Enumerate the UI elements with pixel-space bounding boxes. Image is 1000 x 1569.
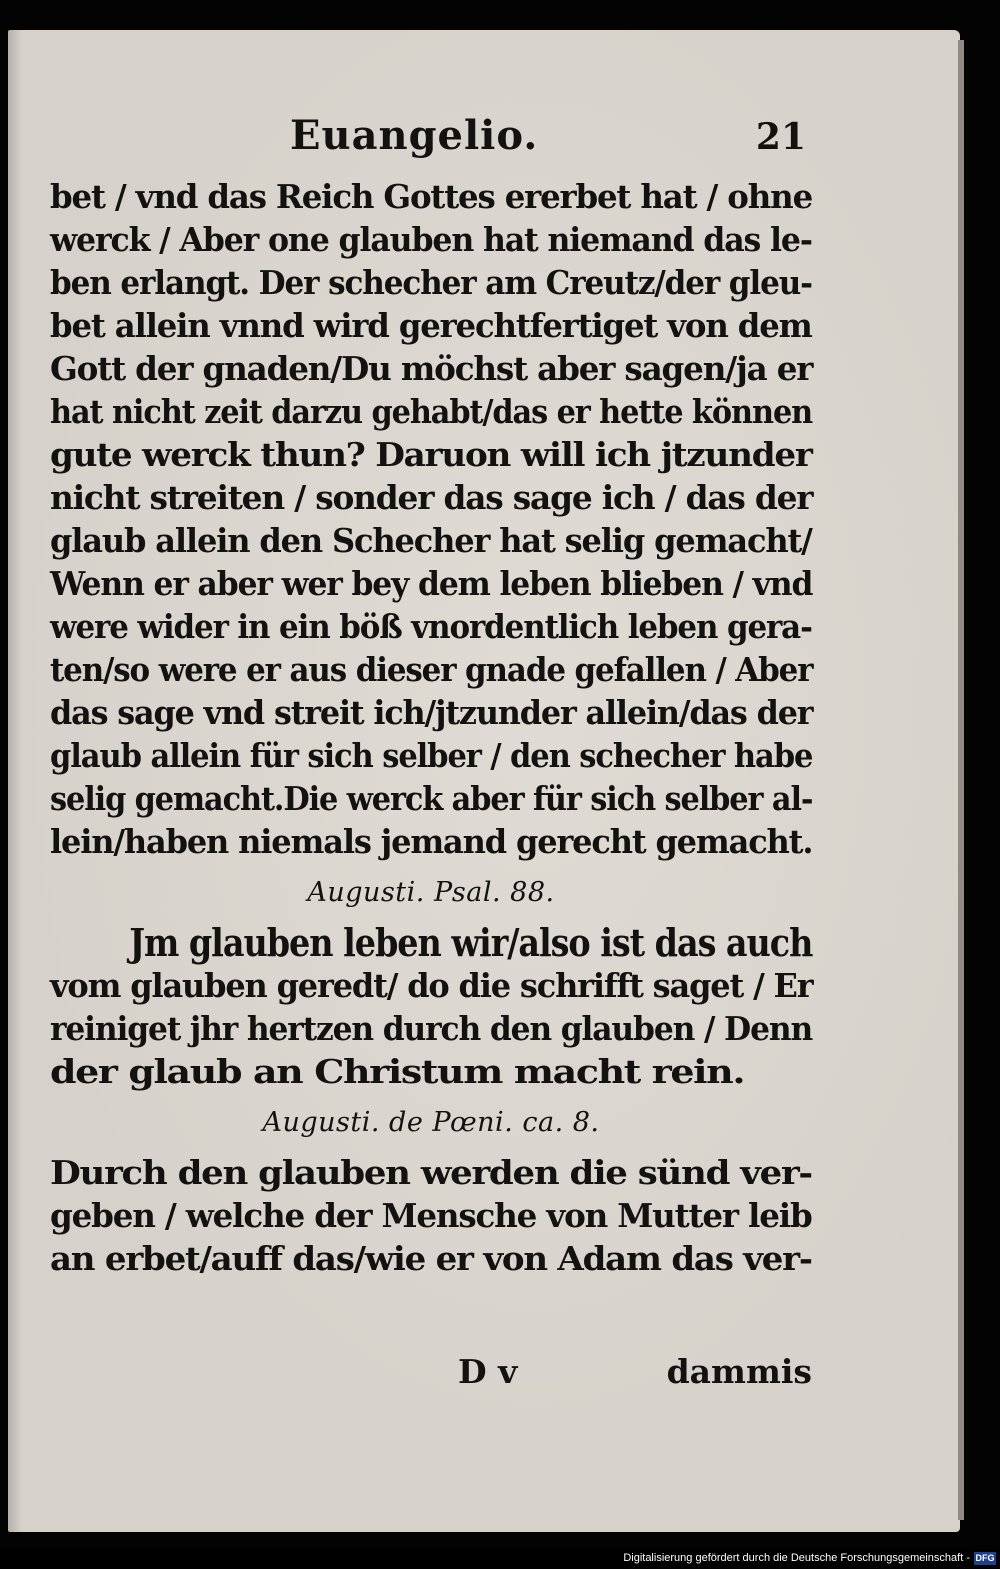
text-line: reiniget jhr hertzen durch den glauben / Denn [50,1009,813,1048]
text-line: were wider in ein böß vnordentlich leben gera- [50,607,812,646]
text-line: der glaub an Christum macht rein. [50,1052,745,1091]
dfg-logo-icon: DFG [975,1553,995,1563]
running-title: Euangelio. [290,112,539,159]
text-line: Gott der gnaden/Du möchst aber sagen/ja er [50,349,813,388]
page-edge [958,40,964,1520]
text-line: nicht streiten / sonder das sage ich / das der [50,478,813,517]
text-line: selig gemacht.Die werck aber für sich selber al- [50,779,813,818]
catchword: dammis [666,1352,812,1391]
main-text [50,175,812,1280]
text-line: Durch den glauben werden die sünd ver- [50,1153,812,1192]
text-line: vom glauben geredt/ do die schrifft saget / Er [50,966,813,1005]
text-line: bet / vnd das Reich Gottes ererbet hat / ohne [50,177,813,216]
text-line: glaub allein den Schecher hat selig gemacht/ [50,521,812,560]
text-line: ten/so were er aus dieser gnade gefallen / Aber [50,650,813,689]
text-line: geben / welche der Mensche von Mutter leib [50,1196,812,1235]
digitization-credit: Digitalisierung gefördert durch die Deutsche Forschungsgemeinschaft - [623,1552,970,1564]
citation-heading: Augusti. Psal. 88. [307,877,555,908]
text-line: Jm glauben leben wir/also ist das auch [129,920,813,965]
page-footer [458,1352,812,1397]
page-header [50,108,812,168]
text-line: Wenn er aber wer bey dem leben blieben / vnd [50,564,813,603]
text-line: bet allein vnnd wird gerechtfertiget von dem [50,306,812,345]
text-line: gute werck thun? Daruon will ich jtzunder [50,435,812,474]
text-line: hat nicht zeit darzu gehabt/das er hette können [50,392,813,431]
text-line: lein/haben niemals jemand gerecht gemacht. [50,822,813,861]
text-line: das sage vnd streit ich/jtzunder allein/das der [50,693,813,732]
text-line: an erbet/auff das/wie er von Adam das ver- [50,1239,812,1278]
page-number: 21 [755,116,806,158]
signature-mark: D v [458,1352,518,1391]
citation-heading: Augusti. de Pœni. ca. 8. [262,1107,600,1138]
text-line: werck / Aber one glauben hat niemand das le- [50,220,812,259]
text-line: glaub allein für sich selber / den schecher habe [50,736,813,775]
text-line: ben erlangt. Der schecher am Creutz/der gleu- [50,263,812,302]
